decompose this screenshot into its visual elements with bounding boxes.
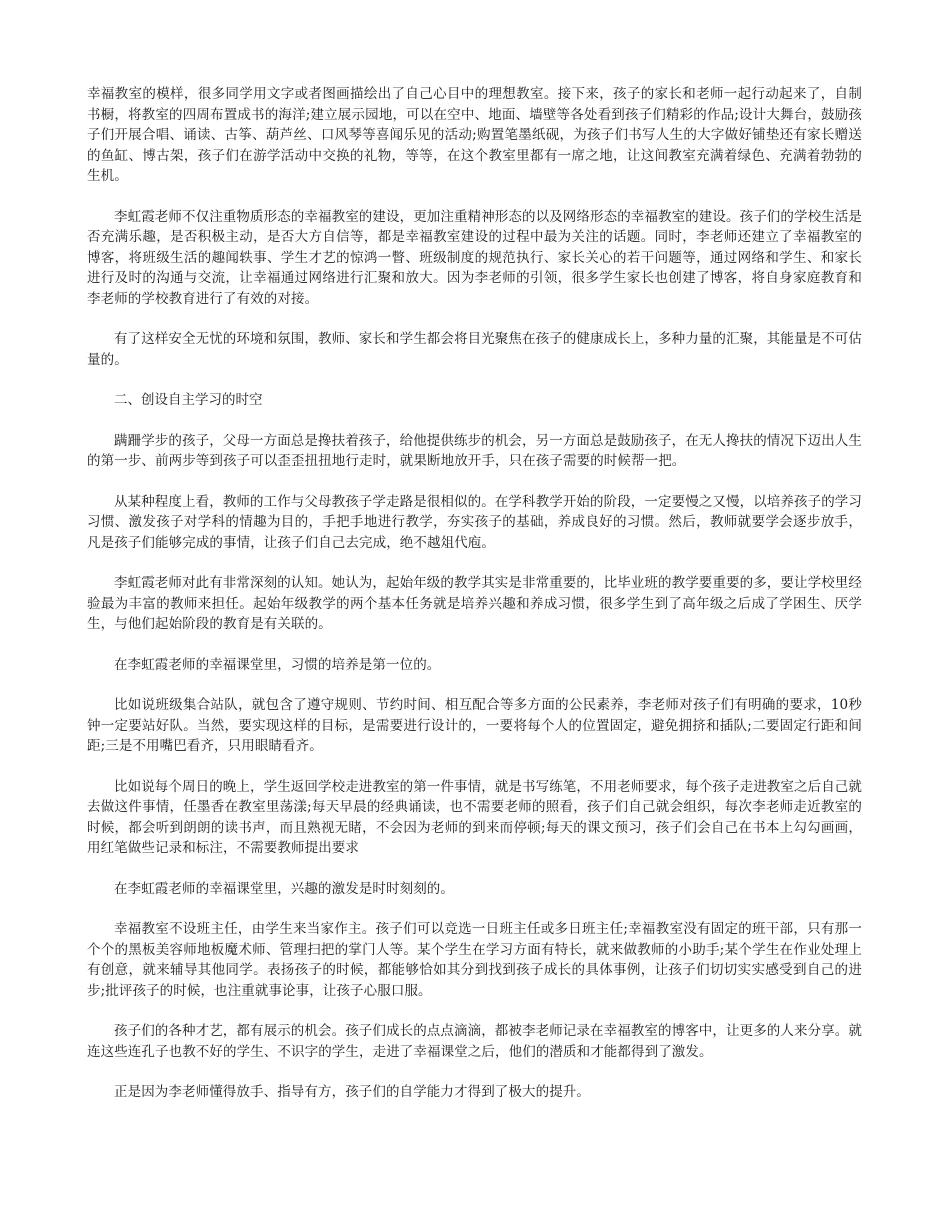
paragraph: 比如说班级集合站队，就包含了遵守规则、节约时间、相互配合等多方面的公民素养，李老师对孩子们有明确的要求，10秒钟一定要站好队。当然，要实现这样的目标，是需要进行设计的，一要将每个人的位置固定，避免拥挤和插队;二要固定行距和间距;三是不用嘴巴看齐，只用眼睛看齐。 [87,697,862,754]
paragraph: 从某种程度上看，教师的工作与父母教孩子学走路是很相似的。在学科教学开始的阶段，一定要慢之又慢，以培养孩子的学习习惯、激发孩子对学科的情趣为目的，手把手地进行教学，夯实孩子的基础，养成良好的习惯。然后，教师就要学会逐步放手，凡是孩子们能够完成的事情，让孩子们自己去完成，绝不越俎代庖。 [87,493,862,551]
paragraph: 正是因为李老师懂得放手、指导有方，孩子们的自学能力才得到了极大的提升。 [114,1084,590,1100]
paragraph: 幸福教室不设班主任，由学生来当家作主。孩子们可以竞选一日班主任或多日班主任;幸福教室没有固定的班干部，只有那一个个的黑板美容师地板魔术师、管理扫把的掌门人等。某个学生在学习方面有特长，就来做教师的小助手;某个学生在作业处理上有创意，就来辅导其他同学。表扬孩子的时候，都能够恰如其分到找到孩子成长的具体事例，让孩子们切切实实感受到自己的进步;批评孩子的时候，也注重就事论事，让孩子心服口服。 [87,921,862,999]
paragraph: 孩子们的各种才艺，都有展示的机会。孩子们成长的点点滴滴，都被李老师记录在幸福教室的博客中，让更多的人来分享。就连这些连孔子也教不好的学生、不识字的学生，走进了幸福课堂之后，他们的潜质和才能都得到了激发。 [87,1023,862,1060]
paragraph: 幸福教室的模样，很多同学用文字或者图画描绘出了自己心目中的理想教室。接下来，孩子的家长和老师一起行动起来了，自制书橱，将教室的四周布置成书的海洋;建立展示园地，可以在空中、地面、墙壁等各处看到孩子们精彩的作品;设计大舞台，鼓励孩子们开展合唱、诵读、古筝、葫芦丝、口风琴等喜闻乐见的活动;购置笔墨纸砚，为孩子们书写人生的大字做好铺垫还有家长赠送的鱼缸、博古架，孩子们在游学活动中交换的礼物，等等，在这个教室里都有一席之地，让这间教室充满着绿色、充满着勃勃的生机。 [87,86,862,184]
section-heading: 二、创设自主学习的时空 [114,392,263,408]
paragraph: 在李虹霞老师的幸福课堂里，兴趣的激发是时时刻刻的。 [114,880,454,897]
paragraph: 蹒跚学步的孩子，父母一方面总是搀扶着孩子，给他提供练步的机会，另一方面总是鼓励孩子，在无人搀扶的情况下迈出人生的第一步、前两步等到孩子可以歪歪扭扭地行走时，就果断地放开手，只在孩子需要的时候帮一把。 [87,432,862,469]
paragraph: 比如说每个周日的晚上，学生返回学校走进教室的第一件事情，就是书写练笔，不用老师要求，每个孩子走进教室之后自己就去做这件事情，任墨香在教室里荡漾;每天早晨的经典诵读，也不需要老师的照看，孩子们自己就会组织，每次李老师走近教室的时候，都会听到朗朗的读书声，而且熟视无睹，不会因为老师的到来而停顿;每天的课文预习，孩子们会自己在书本上勾勾画画，用红笔做些记录和标注，不需要教师提出要求 [87,778,862,856]
paragraph: 在李虹霞老师的幸福课堂里，习惯的培养是第一位的。 [114,656,441,673]
paragraph: 有了这样安全无忧的环境和氛围，教师、家长和学生都会将目光聚焦在孩子的健康成长上，多种力量的汇聚，其能量是不可估量的。 [87,331,862,368]
paragraph: 李虹霞老师对此有非常深刻的认知。她认为，起始年级的教学其实是非常重要的，比毕业班的教学要重要的多，要让学校里经验最为丰富的教师来担任。起始年级教学的两个基本任务就是培养兴趣和养成习惯，很多学生到了高年级之后成了学困生、厌学生，与他们起始阶段的教育是有关联的。 [87,575,862,632]
paragraph: 李虹霞老师不仅注重物质形态的幸福教室的建设，更加注重精神形态的以及网络形态的幸福教室的建设。孩子们的学校生活是否充满乐趣，是否积极主动，是否大方自信等，都是幸福教室建设的过程中最为关注的话题。同时，李老师还建立了幸福教室的博客，将班级生活的趣闻轶事、学生才艺的惊鸿一瞥、班级制度的规范执行、家长关心的若干问题等，通过网络和学生、和家长进行及时的沟通与交流，让幸福通过网络进行汇聚和放大。因为李老师的引领，很多学生家长也创建了博客，将自身家庭教育和李老师的学校教育进行了有效的对接。 [87,208,862,307]
document-body [87,84,862,1123]
